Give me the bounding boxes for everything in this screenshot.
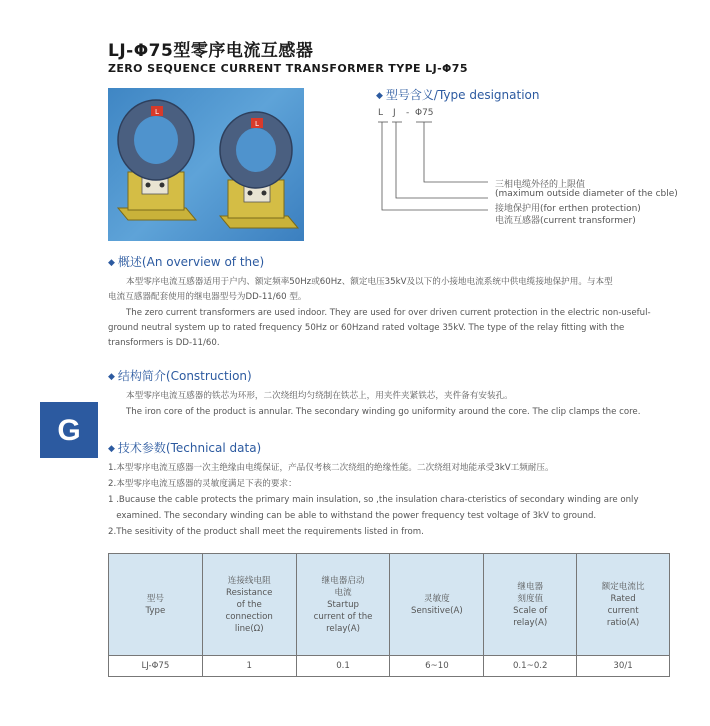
designation-connector-lines	[376, 118, 496, 224]
designation-code-dash: -	[406, 108, 410, 118]
bullet-icon: ◆	[108, 258, 115, 268]
designation-code-j: J	[393, 108, 396, 118]
section-tab-g: G	[40, 402, 98, 458]
overview-en-line-3: transformers is DD-11/60.	[108, 338, 220, 348]
bullet-icon: ◆	[108, 372, 115, 382]
table-header-row	[109, 554, 670, 656]
technical-line-2: 2.本型零序电流互感器的灵敏度满足下表的要求：	[108, 479, 297, 489]
bullet-icon: ◆	[108, 444, 115, 454]
table-row	[109, 656, 670, 677]
construction-en: The iron core of the product is annular. The secondary winding go uniformity around the core. The clip clamps the core.	[126, 407, 641, 417]
transformer-illustration	[108, 88, 304, 241]
overview-cn-line-1: 本型零序电流互感器适用于户内、额定频率50Hz或60Hz、额定电压35kV及以下的小接地电流系统中供电缆接地保护用。与本型	[126, 277, 613, 287]
product-photo	[108, 88, 304, 241]
bullet-icon: ◆	[376, 91, 383, 101]
table-header-cell: 连接线电阻 Resistance of the connection line(Ω)	[202, 554, 296, 656]
table-header-cell: 继电器 刻度值 Scale of relay(A)	[484, 554, 577, 656]
table-cell: LJ-Φ75	[109, 656, 203, 677]
table-header-cell: 额定电流比 Rated current ratio(A)	[577, 554, 670, 656]
table-cell: 6~10	[390, 656, 484, 677]
page-subtitle: ZERO SEQUENCE CURRENT TRANSFORMER TYPE LJ-Φ75	[108, 62, 468, 75]
construction-cn: 本型零序电流互感器的铁芯为环形，二次绕组均匀绕制在铁芯上，用夹件夹紧铁芯，夹件备有安装孔。	[126, 391, 513, 401]
table-header-cell: 型号 Type	[109, 554, 203, 656]
overview-en-line-1: The zero current transformers are used indoor. They are used for over driven current protection in the electric non-useful-	[126, 308, 651, 318]
designation-code-diameter: Φ75	[415, 108, 434, 118]
overview-cn-line-2: 电流互感器配套使用的继电器型号为DD-11/60 型。	[108, 292, 307, 302]
overview-heading: ◆ 概述(An overview of the)	[108, 255, 265, 269]
table-cell: 0.1	[296, 656, 390, 677]
sensitivity-table	[108, 553, 670, 677]
technical-line-5: 2.The sesitivity of the product shall meet the requirements listed in from.	[108, 527, 424, 537]
designation-item-protection: 接地保护用(for erthen protection)	[495, 204, 641, 214]
technical-line-1: 1.本型零序电流互感器一次主绝缘由电缆保证，产品仅考核二次绕组的绝缘性能。二次绕组对地能承受3kV工频耐压。	[108, 463, 554, 473]
table-header-cell: 继电器启动 电流 Startup current of the relay(A)	[296, 554, 390, 656]
designation-item-diameter-en: (maximum outside diameter of the cble)	[495, 189, 678, 199]
designation-heading: ◆ 型号含义/Type designation	[376, 88, 540, 102]
photo-label-mark: L	[155, 108, 159, 116]
table-cell: 1	[202, 656, 296, 677]
photo-label-mark: L	[255, 120, 259, 128]
construction-heading: ◆ 结构简介(Construction)	[108, 369, 252, 383]
table-header-cell: 灵敏度 Sensitive(A)	[390, 554, 484, 656]
page-title: LJ-Φ75型零序电流互感器	[108, 41, 314, 61]
designation-item-transformer: 电流互感器(current transformer)	[495, 216, 636, 226]
table-cell: 30/1	[577, 656, 670, 677]
table-cell: 0.1~0.2	[484, 656, 577, 677]
overview-en-line-2: ground neutral system up to rated frequency 50Hz or 60Hzand rated voltage 35kV. The type of the relay fitting with the	[108, 323, 625, 333]
technical-line-3: 1 .Bucause the cable protects the primary main insulation, so ,the insulation chara-cteristics of secondary winding are only	[108, 495, 639, 505]
technical-heading: ◆ 技术参数(Technical data)	[108, 441, 262, 455]
designation-code-l: L	[378, 108, 384, 118]
designation-item-diameter-cn: 三相电缆外径的上限值	[495, 180, 586, 190]
technical-line-4: examined. The secondary winding can be able to withstand the power frequency test voltage of 3kV to ground.	[108, 511, 597, 521]
